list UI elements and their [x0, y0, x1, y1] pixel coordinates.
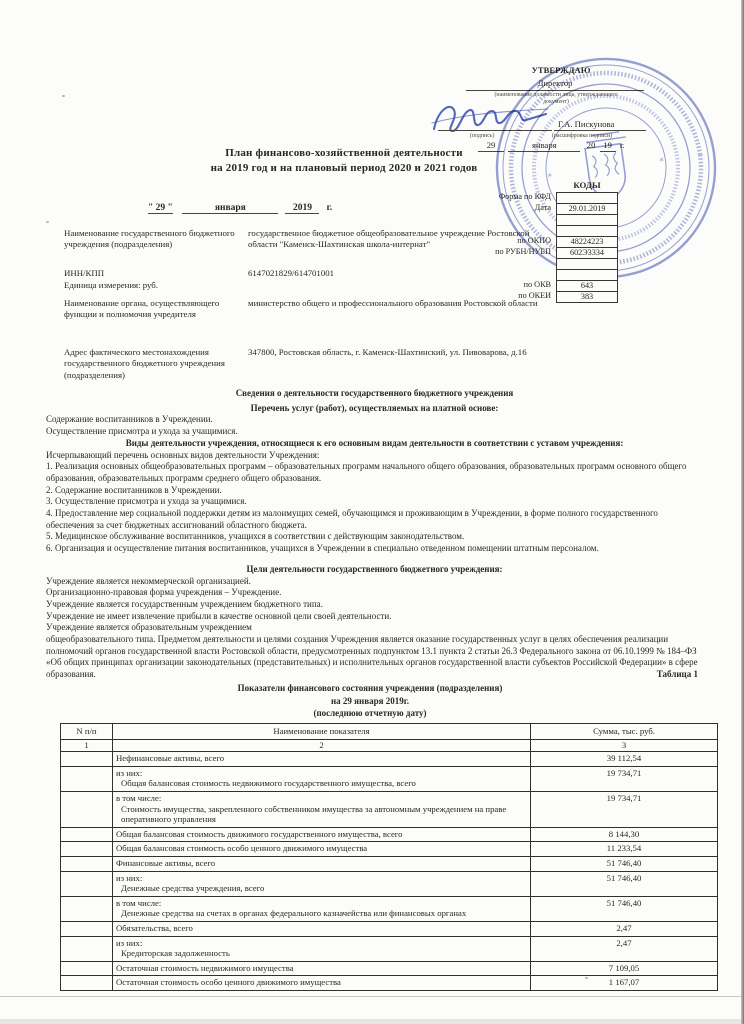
approval-date-century: 20: [586, 140, 596, 150]
approval-date-day: 29: [478, 140, 504, 152]
text-line: 3. Осуществление присмотра и ухода за учащимися.: [46, 496, 247, 507]
indicator-value-cell: 51 746,40: [531, 871, 718, 896]
row-number-cell: [61, 856, 113, 871]
indicator-line: из них:: [116, 937, 143, 948]
indicator-line: Общая балансовая стоимость особо ценного движимого имущества: [116, 843, 368, 854]
indicator-name-cell: [113, 961, 531, 976]
activity-types-intro: Исчерпывающий перечень основных видов деятельности Учреждения:: [46, 449, 320, 460]
name-note: (расшифровка подписи): [552, 133, 613, 139]
activity-section: [46, 388, 703, 681]
address-label: Адрес фактического местонахождения государственного бюджетного учреждения (подразделения): [64, 347, 225, 380]
row-number-cell: [61, 827, 113, 842]
indicator-line: Денежные средства на счетах в органах федерального казначейства или финансовых органах: [121, 908, 467, 919]
text-line: общеобразовательного типа. Предметом деятельности и целями создания Учреждения является оказание государственных услуг в целях обеспечения реализации полномочий органов государственной власти Ростовской области, предусмотренных подпунктом 13.1 пункта 2 статьи 26.3 Федерального закона от 06.10.1999 № 184–ФЗ «Об общих принципах организации законодательных (представительных) и исполнительных органов государственной власти субъектов Российской Федерации» в сфере образования.: [46, 634, 698, 680]
indicator-value-cell: 8 144,30: [531, 827, 718, 842]
indicator-value-cell: 51 746,40: [531, 856, 718, 871]
org-name-label: Наименование государственного бюджетного учреждения (подразделения): [64, 228, 235, 250]
indicator-line: Остаточная стоимость недвижимого имущества: [116, 962, 294, 973]
code-label: Форма по КФД: [498, 192, 551, 201]
table1-title-line2: на 29 января 2019г.: [330, 695, 410, 706]
scan-speck: [62, 95, 65, 97]
text-line: Учреждение является образовательным учреждением: [46, 622, 252, 633]
paid-services-list: [46, 414, 703, 437]
indicator-line: Обязательства, всего: [116, 922, 193, 933]
text-line: Содержание воспитанников в Учреждении.: [46, 414, 213, 425]
title-date-month: января: [182, 203, 278, 214]
row-number-cell: [61, 752, 113, 767]
code-row: [498, 192, 618, 204]
text-line: 1. Реализация основных общеобразовательных программ – образовательных программ начального общего образования, образовательных программ основного общего образования, образовательных программ среднего общего образования.: [46, 461, 687, 483]
col-header-num: N п/п: [61, 724, 113, 740]
indicator-line: Нефинансовые активы, всего: [116, 753, 225, 764]
code-row: [556, 270, 618, 281]
table-row: [61, 827, 718, 842]
scan-speck: [46, 221, 49, 223]
approval-date-year: 19: [600, 140, 616, 152]
code-row: [556, 215, 618, 226]
table-header-row: [61, 724, 718, 740]
position-note-line2: документ): [543, 99, 569, 105]
text-line: Организационно-правовая форма учреждения – Учреждение.: [46, 587, 282, 598]
code-row: [556, 226, 618, 237]
code-value: 602Э3334: [569, 248, 605, 257]
text-line: Учреждение не имеет извлечение прибыли в качестве основной цели своей деятельности.: [46, 610, 392, 621]
activity-types-title: Виды деятельности учреждения, относящиеся к его основным видам деятельности в соответствии с уставом учреждения:: [125, 437, 624, 448]
table-row: [61, 766, 718, 791]
financial-table: [60, 723, 718, 991]
title-line1: План финансово-хозяйственной деятельности: [225, 147, 463, 159]
code-row: [523, 280, 618, 292]
code-row: [518, 291, 618, 303]
indicator-line: в том числе:: [116, 897, 162, 908]
indicator-name-cell: [113, 896, 531, 921]
indicator-name-cell: [113, 766, 531, 791]
indicator-line: из них:: [116, 872, 143, 883]
table1-label: Таблица 1: [656, 669, 698, 679]
row-number-cell: [61, 766, 113, 791]
text-line: Осуществление присмотра и ухода за учащимися.: [46, 426, 238, 437]
indicator-line: Остаточная стоимость особо ценного движимого имущества: [116, 977, 341, 988]
signature-note: (подпись): [470, 133, 495, 139]
inn-value: 6147021829/614701001: [248, 268, 335, 278]
indicator-value-cell: 11 233,54: [531, 842, 718, 857]
indicator-value-cell: 19 734,71: [531, 791, 718, 827]
indicator-name-cell: [113, 871, 531, 896]
address-value: 347800, Ростовская область, г. Каменск-Шахтинский, ул. Пивоварова, д.16: [248, 347, 527, 357]
table-numbering-row: [61, 739, 718, 752]
title-date-day: " 29 ": [148, 203, 173, 213]
indicator-line: в том числе:: [116, 792, 162, 803]
row-number-cell: [61, 921, 113, 936]
title-date-suffix: г.: [326, 203, 333, 213]
goals-list: [46, 576, 703, 681]
col-number-1: 1: [61, 739, 113, 752]
table1-title-line1: Показатели финансового состояния учреждения (подразделения): [237, 683, 503, 693]
indicator-value-cell: 1 167,07: [531, 976, 718, 991]
code-row: [534, 203, 618, 215]
code-value: 48224223: [570, 237, 604, 246]
financial-table-body: [61, 724, 718, 991]
table-row: [61, 871, 718, 896]
indicator-value-cell: 2,47: [531, 921, 718, 936]
table-row: [61, 936, 718, 961]
text-line: 2. Содержание воспитанников в Учреждении.: [46, 484, 222, 495]
approval-date-suffix: г.: [619, 140, 625, 150]
indicator-name-cell: [113, 842, 531, 857]
indicator-value-cell: 7 109,05: [531, 961, 718, 976]
col-number-3: 3: [531, 739, 718, 752]
code-row: [495, 247, 618, 259]
codes-box: [495, 192, 618, 303]
text-line: Учреждение является государственным учреждением бюджетного типа.: [46, 598, 323, 609]
code-label: по ОКЕИ: [518, 291, 551, 300]
paid-services-title: Перечень услуг (работ), осуществляемых на платной основе:: [250, 402, 499, 413]
indicator-name-cell: [113, 827, 531, 842]
org-name-value: государственное бюджетное общеобразовательное учреждение Ростовской области "Каменск-Шахтинская школа-интернат": [248, 228, 530, 250]
code-row: [556, 259, 618, 270]
indicator-line: Общая балансовая стоимость недвижимого государственного имущества, всего: [121, 778, 416, 789]
code-label: по ОКПО: [517, 236, 551, 245]
title-date-year: 2019: [285, 203, 319, 214]
inn-label: ИНН/КПП: [64, 268, 105, 278]
table-row: [61, 976, 718, 991]
row-number-cell: [61, 871, 113, 896]
indicator-value-cell: 19 734,71: [531, 766, 718, 791]
indicator-line: Общая балансовая стоимость движимого государственного имущества, всего: [116, 828, 403, 839]
unit-label: Единица измерения: руб.: [64, 280, 158, 290]
text-line: 4. Предоставление мер социальной поддержки детям из малоимущих семей, обучающимся и проживающим в Учреждении, в форме полного государственного обеспечения за счет бюджетных ассигнований областного бюджета.: [46, 508, 658, 530]
table-row: [61, 961, 718, 976]
row-number-cell: [61, 791, 113, 827]
indicator-line: Денежные средства учреждения, всего: [121, 883, 265, 894]
table-row: [61, 842, 718, 857]
row-number-cell: [61, 896, 113, 921]
goals-title: Цели деятельности государственного бюджетного учреждения:: [246, 563, 503, 574]
position-note-line1: (наименование должности лица, утверждающего: [494, 92, 618, 98]
activity-section-title: Сведения о деятельности государственного бюджетного учреждения: [235, 388, 514, 398]
col-header-name: Наименование показателя: [113, 724, 531, 740]
indicator-line: Финансовые активы, всего: [116, 857, 216, 868]
document-title: [120, 146, 568, 176]
row-number-cell: [61, 976, 113, 991]
col-number-2: 2: [113, 739, 531, 752]
approval-date-month: января: [508, 140, 580, 152]
code-label: по ОКВ: [523, 280, 551, 289]
row-number-cell: [61, 936, 113, 961]
indicator-name-cell: [113, 921, 531, 936]
scan-bottom-edge: [0, 996, 744, 997]
signatory-name: Г.А. Пискунова: [558, 119, 615, 129]
indicator-line: Кредиторская задолженность: [121, 948, 230, 959]
code-row: [517, 236, 618, 248]
indicator-name-cell: [113, 936, 531, 961]
activity-types-list: [46, 461, 703, 555]
table-row: [61, 752, 718, 767]
row-number-cell: [61, 961, 113, 976]
code-value: 29.01.2019: [568, 204, 606, 213]
table-row: [61, 896, 718, 921]
title-date-line: [148, 203, 332, 214]
approve-heading: УТВЕРЖДАЮ: [531, 65, 591, 75]
indicator-line: оперативного управления: [121, 814, 216, 825]
indicator-line: из них:: [116, 767, 143, 778]
svg-text:*: *: [659, 156, 665, 168]
indicator-name-cell: [113, 752, 531, 767]
indicator-value-cell: 51 746,40: [531, 896, 718, 921]
indicator-value-cell: 2,47: [531, 936, 718, 961]
approver-position: Директор: [466, 78, 644, 91]
col-header-sum: Сумма, тыс. руб.: [531, 724, 718, 740]
indicator-name-cell: [113, 791, 531, 827]
code-label: Дата: [534, 203, 551, 212]
table1-title-line3: (последнюю отчетную дату): [313, 708, 427, 718]
row-number-cell: [61, 842, 113, 857]
title-line2: на 2019 год и на плановый период 2020 и 2021 годов: [210, 162, 478, 174]
indicator-value-cell: 39 112,54: [531, 752, 718, 767]
codes-header: КОДЫ: [573, 180, 601, 190]
text-line: Учреждение является некоммерческой организацией.: [46, 575, 251, 586]
table1-title: [60, 682, 680, 720]
indicator-name-cell: [113, 976, 531, 991]
text-line: 6. Организация и осуществление питания воспитанников, учащихся в Учреждении в специально отведенном помещении штатным персоналом.: [46, 543, 599, 554]
text-line: 5. Медицинское обслуживание воспитанников, учащихся в соответствии с действующим законодательством.: [46, 531, 465, 542]
code-value: 643: [580, 281, 594, 290]
table-row: [61, 791, 718, 827]
founder-value: министерство общего и профессионального образования Ростовской области: [248, 298, 538, 308]
indicator-name-cell: [113, 856, 531, 871]
indicator-line: Стоимость имущества, закрепленного собственником имущества за автономным учреждением на праве: [121, 803, 507, 814]
svg-text:*: *: [547, 172, 554, 184]
table-row: [61, 921, 718, 936]
code-value: 383: [580, 292, 594, 301]
code-label: по РУБН/НУБП: [495, 247, 551, 256]
table-row: [61, 856, 718, 871]
founder-label: Наименование органа, осуществляющего функции и полномочия учредителя: [64, 298, 220, 320]
